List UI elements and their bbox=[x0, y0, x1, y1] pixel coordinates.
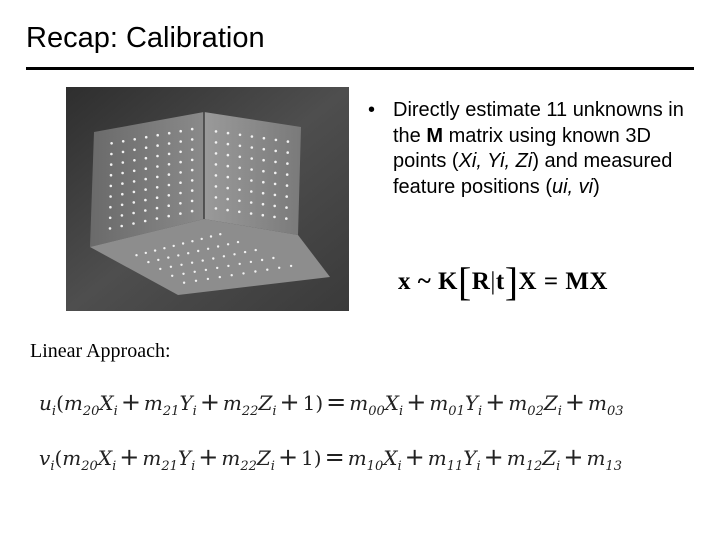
target-dot bbox=[191, 128, 194, 131]
target-dot bbox=[110, 153, 113, 156]
target-dot bbox=[250, 179, 253, 182]
coefficient: m bbox=[349, 391, 369, 415]
coefficient-index: 22 bbox=[240, 459, 257, 474]
target-dot bbox=[286, 184, 289, 187]
plus-sign: + bbox=[279, 388, 300, 416]
target-dot bbox=[286, 173, 289, 176]
variable: Y bbox=[464, 391, 479, 415]
coefficient-index: 11 bbox=[446, 459, 464, 474]
target-dot bbox=[145, 157, 148, 160]
target-dot bbox=[168, 142, 171, 145]
variable-index: i bbox=[112, 459, 117, 474]
target-dot bbox=[168, 184, 171, 187]
variable-index: i bbox=[270, 459, 275, 474]
target-dot bbox=[168, 132, 171, 135]
coordinate-index: i bbox=[50, 459, 55, 474]
target-dot bbox=[290, 265, 292, 267]
target-dot bbox=[179, 181, 182, 184]
target-dot bbox=[133, 201, 136, 204]
target-dot bbox=[266, 269, 268, 271]
image-points: ui, vi bbox=[551, 175, 594, 198]
target-dot bbox=[285, 195, 288, 198]
target-dot bbox=[133, 170, 136, 173]
target-dot bbox=[182, 273, 184, 275]
target-dot bbox=[274, 183, 277, 186]
target-dot bbox=[250, 261, 252, 263]
close-paren: ) bbox=[313, 446, 322, 470]
coefficient-index: 01 bbox=[448, 404, 465, 419]
target-dot bbox=[156, 134, 159, 137]
variable: Z bbox=[542, 446, 557, 470]
target-dot bbox=[121, 172, 124, 175]
target-dot bbox=[239, 134, 242, 137]
target-dot bbox=[145, 167, 148, 170]
target-dot bbox=[215, 185, 218, 188]
target-dot bbox=[233, 253, 235, 255]
target-dot bbox=[262, 159, 265, 162]
target-dot bbox=[121, 182, 124, 185]
target-dot bbox=[133, 180, 136, 183]
open-paren: ( bbox=[54, 446, 63, 470]
target-dot bbox=[191, 200, 194, 203]
target-dot bbox=[227, 176, 230, 179]
target-dot bbox=[191, 240, 193, 242]
target-dot bbox=[250, 157, 253, 160]
constant-one: 1 bbox=[301, 446, 314, 470]
target-dot bbox=[168, 153, 171, 156]
target-dot bbox=[286, 151, 289, 154]
bullet-text-part: Directly estimate 11 unknowns in the bbox=[393, 99, 684, 147]
target-dot bbox=[250, 201, 253, 204]
equals-sign: = bbox=[326, 388, 347, 416]
coefficient-index: 00 bbox=[368, 404, 385, 419]
target-dot bbox=[274, 194, 277, 197]
target-dot bbox=[261, 259, 263, 261]
variable: Y bbox=[179, 391, 193, 415]
coefficient: m bbox=[506, 446, 526, 470]
coefficient-index: 21 bbox=[161, 459, 178, 474]
bullet-text bbox=[393, 98, 688, 200]
target-dot bbox=[263, 148, 266, 151]
target-dot bbox=[173, 245, 175, 247]
target-dot bbox=[145, 136, 148, 139]
target-dot bbox=[215, 196, 218, 199]
target-dot bbox=[156, 176, 159, 179]
target-dot bbox=[154, 249, 156, 251]
variable-index: i bbox=[556, 459, 561, 474]
target-dot bbox=[286, 162, 289, 165]
plus-sign: + bbox=[564, 388, 586, 416]
target-dot bbox=[133, 159, 136, 162]
projection-rhs: X = MX bbox=[518, 268, 608, 295]
rotation-symbol: R bbox=[471, 268, 491, 295]
calibration-target-photo bbox=[66, 87, 349, 311]
target-dot bbox=[191, 189, 194, 192]
variable-index: i bbox=[476, 459, 481, 474]
target-dot bbox=[167, 204, 170, 207]
constant-one: 1 bbox=[302, 391, 316, 415]
left-bracket: [ bbox=[457, 259, 472, 304]
variable-index: i bbox=[397, 459, 402, 474]
projection-equation bbox=[398, 259, 608, 304]
target-dot bbox=[182, 242, 184, 244]
target-dot bbox=[227, 132, 230, 135]
variable-index: i bbox=[192, 404, 197, 419]
target-dot bbox=[156, 165, 159, 168]
target-dot bbox=[215, 163, 218, 166]
target-dot bbox=[219, 276, 221, 278]
target-dot bbox=[191, 210, 194, 213]
target-dot bbox=[120, 225, 123, 228]
target-dot bbox=[133, 191, 136, 194]
bullet-text-part: ) bbox=[593, 175, 600, 198]
target-dot bbox=[197, 250, 199, 252]
coefficient-index: 22 bbox=[241, 404, 259, 419]
bullet-symbol: • bbox=[368, 99, 376, 121]
target-dot bbox=[195, 280, 197, 282]
target-dot bbox=[238, 211, 241, 214]
variable-index: i bbox=[399, 404, 404, 419]
plus-sign: + bbox=[119, 443, 140, 471]
target-dot bbox=[179, 130, 182, 133]
target-dot bbox=[287, 140, 290, 143]
target-dot bbox=[239, 145, 242, 148]
coefficient-index: 20 bbox=[82, 404, 100, 419]
target-dot bbox=[201, 238, 203, 240]
target-dot bbox=[191, 179, 194, 182]
target-dot bbox=[251, 135, 254, 138]
target-dot bbox=[285, 217, 288, 220]
target-dot bbox=[227, 154, 230, 157]
target-dot bbox=[157, 259, 159, 261]
target-dot bbox=[168, 163, 171, 166]
right-bracket: ] bbox=[504, 259, 519, 304]
target-dot bbox=[262, 214, 265, 217]
variable-index: i bbox=[557, 404, 562, 419]
variable: X bbox=[384, 391, 400, 415]
target-dot bbox=[239, 263, 241, 265]
target-dot bbox=[212, 257, 214, 259]
target-dot bbox=[179, 202, 182, 205]
target-dot bbox=[144, 178, 147, 181]
coefficient: m bbox=[142, 446, 162, 470]
target-dot bbox=[144, 220, 147, 223]
variable-index: i bbox=[478, 404, 483, 419]
target-dot bbox=[238, 189, 241, 192]
target-dot bbox=[121, 204, 124, 207]
target-dot bbox=[179, 151, 182, 154]
target-dot bbox=[177, 254, 179, 256]
target-dot bbox=[250, 168, 253, 171]
plus-sign: + bbox=[198, 443, 219, 471]
plus-sign: + bbox=[406, 388, 427, 416]
target-dot bbox=[144, 199, 147, 202]
target-dot bbox=[132, 222, 135, 225]
target-dot bbox=[237, 241, 239, 243]
target-dot bbox=[133, 149, 136, 152]
target-dot bbox=[183, 282, 185, 284]
plus-sign: + bbox=[483, 443, 504, 471]
variable: Z bbox=[543, 391, 558, 415]
target-dot bbox=[242, 272, 244, 274]
coefficient-index: 03 bbox=[607, 404, 624, 419]
target-dot bbox=[180, 264, 182, 266]
open-paren: ( bbox=[56, 391, 64, 415]
target-dot bbox=[217, 245, 219, 247]
variable: X bbox=[97, 446, 113, 470]
matrix-name: M bbox=[426, 124, 444, 147]
target-dot bbox=[238, 178, 241, 181]
target-dot bbox=[145, 146, 148, 149]
coefficient: m bbox=[222, 391, 242, 415]
translation-symbol: t bbox=[495, 268, 505, 295]
target-dot bbox=[110, 174, 113, 177]
equals-sign: = bbox=[324, 443, 345, 471]
target-dot bbox=[274, 161, 277, 164]
bullet-text-part: ) and measured feature positions ( bbox=[393, 150, 673, 198]
coefficient: m bbox=[429, 391, 449, 415]
projection-lhs: x ~ K bbox=[398, 268, 458, 295]
target-dot bbox=[250, 190, 253, 193]
target-dot bbox=[168, 173, 171, 176]
title-underline bbox=[26, 67, 694, 70]
target-dot bbox=[145, 252, 147, 254]
coefficient: m bbox=[63, 391, 83, 415]
slide-title: Recap: Calibration bbox=[26, 22, 265, 54]
target-dot bbox=[274, 172, 277, 175]
target-dot bbox=[163, 247, 165, 249]
target-dot bbox=[207, 278, 209, 280]
target-dot bbox=[159, 268, 161, 270]
plus-sign: + bbox=[277, 443, 299, 471]
measured-coordinate: u bbox=[39, 391, 52, 415]
coefficient: m bbox=[588, 391, 607, 415]
target-dot bbox=[262, 203, 265, 206]
variable: Z bbox=[256, 446, 271, 470]
section-label: Linear Approach: bbox=[30, 340, 171, 362]
plus-sign: + bbox=[120, 388, 141, 416]
target-dot bbox=[278, 267, 280, 269]
equation-v bbox=[39, 443, 622, 474]
target-dot bbox=[135, 254, 137, 256]
target-dot bbox=[144, 188, 147, 191]
target-dot bbox=[156, 186, 159, 189]
target-dot bbox=[191, 262, 193, 264]
target-dot bbox=[219, 233, 221, 235]
target-dot bbox=[179, 171, 182, 174]
target-dot bbox=[274, 150, 277, 153]
target-dot bbox=[109, 195, 112, 198]
target-dot bbox=[194, 271, 196, 273]
variable: Z bbox=[258, 391, 273, 415]
target-dot bbox=[227, 265, 229, 267]
target-dot bbox=[133, 138, 136, 141]
target-dot bbox=[156, 155, 159, 158]
target-dot bbox=[251, 146, 254, 149]
target-dot bbox=[272, 257, 274, 259]
target-dot bbox=[109, 227, 112, 230]
target-dot bbox=[121, 214, 124, 217]
target-dot bbox=[215, 207, 218, 210]
target-dot bbox=[109, 206, 112, 209]
target-dot bbox=[226, 198, 229, 201]
variable: Y bbox=[463, 446, 477, 470]
target-dot bbox=[191, 138, 194, 141]
target-dot bbox=[147, 261, 149, 263]
target-dot bbox=[179, 161, 182, 164]
coefficient: m bbox=[586, 446, 606, 470]
bullet-text-part: matrix using known 3D points ( bbox=[393, 124, 651, 172]
coefficient-index: 21 bbox=[162, 404, 180, 419]
target-dot bbox=[226, 187, 229, 190]
target-dot bbox=[191, 169, 194, 172]
target-dot bbox=[285, 206, 288, 209]
target-dot bbox=[207, 248, 209, 250]
target-dot bbox=[121, 193, 124, 196]
coordinate-index: i bbox=[51, 404, 57, 419]
target-dot bbox=[215, 152, 218, 155]
bracket-divider: | bbox=[490, 268, 496, 295]
target-dot bbox=[226, 209, 229, 212]
variable: X bbox=[99, 391, 114, 415]
target-dot bbox=[250, 212, 253, 215]
coefficient: m bbox=[508, 391, 528, 415]
target-dot bbox=[238, 167, 241, 170]
target-dot bbox=[223, 255, 225, 257]
variable: X bbox=[383, 446, 398, 470]
coefficient: m bbox=[143, 391, 163, 415]
target-dot bbox=[227, 165, 230, 168]
right-panel bbox=[204, 112, 301, 235]
coefficient: m bbox=[62, 446, 82, 470]
target-dot bbox=[109, 217, 112, 220]
target-dot bbox=[122, 151, 125, 154]
coefficient-index: 10 bbox=[366, 459, 384, 474]
target-dot bbox=[167, 256, 169, 258]
target-dot bbox=[179, 212, 182, 215]
target-dot bbox=[191, 159, 194, 162]
target-dot bbox=[227, 143, 230, 146]
target-dot bbox=[255, 249, 257, 251]
target-dot bbox=[215, 130, 218, 133]
plus-sign: + bbox=[563, 443, 584, 471]
target-dot bbox=[238, 200, 241, 203]
coefficient-index: 20 bbox=[81, 459, 98, 474]
target-dot bbox=[273, 216, 276, 219]
target-dot bbox=[216, 267, 218, 269]
target-dot bbox=[122, 161, 125, 164]
coefficient-index: 12 bbox=[525, 459, 543, 474]
target-dot bbox=[205, 269, 207, 271]
coefficient-index: 13 bbox=[605, 459, 622, 474]
target-dot bbox=[215, 174, 218, 177]
target-dot bbox=[179, 192, 182, 195]
coefficient: m bbox=[347, 446, 367, 470]
target-dot bbox=[179, 140, 182, 143]
target-dot bbox=[156, 144, 159, 147]
variable-index: i bbox=[113, 404, 118, 419]
measured-coordinate: v bbox=[39, 446, 51, 470]
target-dot bbox=[191, 148, 194, 151]
target-dot bbox=[275, 139, 278, 142]
target-dot bbox=[167, 215, 170, 218]
target-dot bbox=[132, 212, 135, 215]
target-dot bbox=[239, 156, 242, 159]
target-dot bbox=[273, 205, 276, 208]
target-dot bbox=[262, 192, 265, 195]
target-dot bbox=[244, 251, 246, 253]
plus-sign: + bbox=[404, 443, 425, 471]
plus-sign: + bbox=[199, 388, 220, 416]
target-dot bbox=[254, 270, 256, 272]
close-paren: ) bbox=[315, 391, 324, 415]
target-dot bbox=[110, 185, 113, 188]
world-points: Xi, Yi, Zi bbox=[458, 150, 533, 172]
target-dot bbox=[187, 252, 189, 254]
target-dot bbox=[262, 170, 265, 173]
target-dot bbox=[110, 142, 113, 145]
plus-sign: + bbox=[485, 388, 506, 416]
coefficient: m bbox=[427, 446, 447, 470]
coefficient: m bbox=[221, 446, 241, 470]
variable: Y bbox=[177, 446, 192, 470]
target-dot bbox=[262, 181, 265, 184]
target-dot bbox=[110, 163, 113, 166]
target-dot bbox=[144, 209, 147, 212]
target-dot bbox=[210, 235, 212, 237]
target-dot bbox=[263, 137, 266, 140]
target-dot bbox=[168, 194, 171, 197]
target-dot bbox=[156, 217, 159, 220]
target-dot bbox=[156, 196, 159, 199]
target-dot bbox=[171, 275, 173, 277]
equation-u bbox=[39, 388, 624, 419]
target-dot bbox=[215, 141, 218, 144]
variable-index: i bbox=[272, 404, 277, 419]
target-dot bbox=[202, 259, 204, 261]
variable-index: i bbox=[191, 459, 196, 474]
target-dot bbox=[227, 243, 229, 245]
target-dot bbox=[231, 274, 233, 276]
target-dot bbox=[156, 207, 159, 210]
coefficient-index: 02 bbox=[527, 404, 544, 419]
target-dot bbox=[122, 140, 125, 143]
target-dot bbox=[170, 266, 172, 268]
